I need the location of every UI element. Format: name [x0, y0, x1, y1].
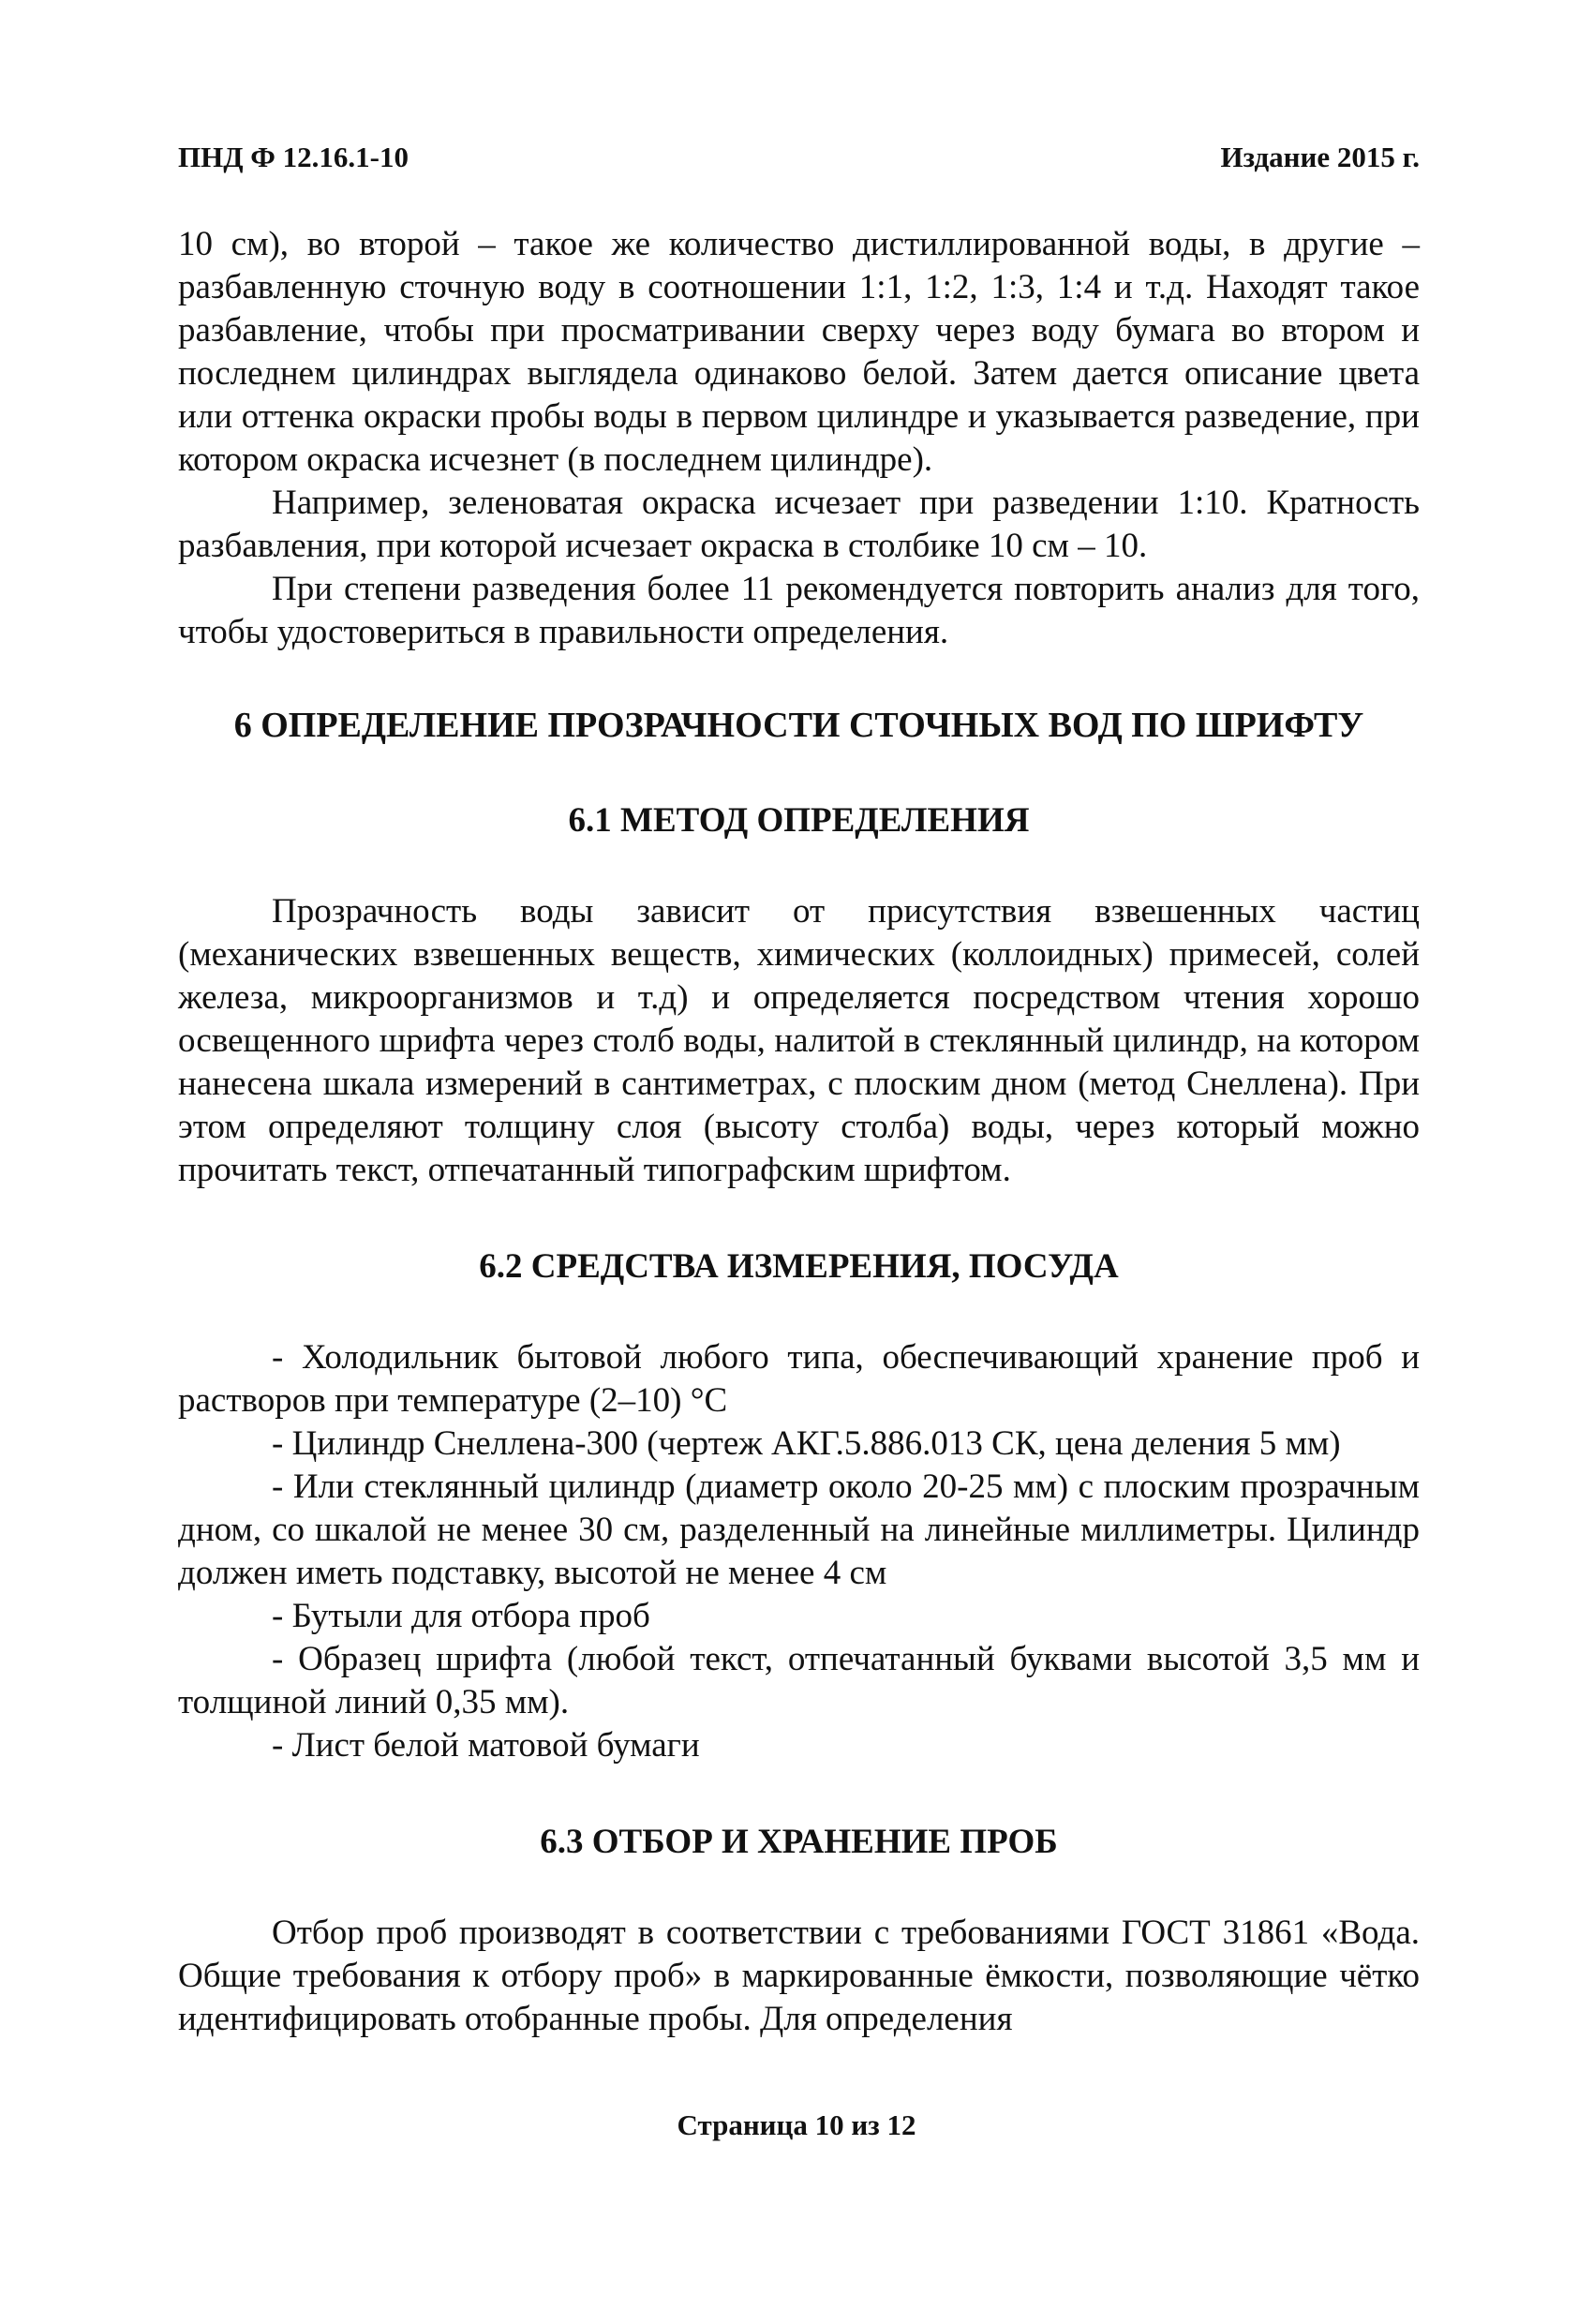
example-paragraph: Например, зеленоватая окраска исчезает при разведении 1:10. Кратность разбавления, при которой исчезает окраска в столбике 10 см – 10. [178, 484, 1420, 565]
dilution-paragraph: При степени разведения более 11 рекомендуется повторить анализ для того, чтобы удостовериться в правильности определения. [178, 570, 1420, 651]
intro-paragraph: 10 см), во второй – такое же количество дистиллированной воды, в другие – разбавленную сточную воду в соотношении 1:1, 1:2, 1:3, 1:4 и т.д. Находят такое разбавление, чтобы при просматривании сверху через воду бумага во втором и последнем цилиндрах выглядела одинаково белой. Затем дается описание цвета или оттенка окраски пробы воды в первом цилиндре и указывается разведение, при котором окраска исчезнет (в последнем цилиндре). [178, 225, 1420, 479]
list-item: - Цилиндр Снеллена-300 (чертеж АКГ.5.886.013 СК, цена деления 5 мм) [272, 1424, 1341, 1463]
page-footer [0, 2108, 1593, 2142]
equipment-list [178, 1336, 1420, 1767]
section-6-1-title: 6.1 МЕТОД ОПРЕДЕЛЕНИЯ [568, 801, 1030, 840]
section-6-3-title: 6.3 ОТБОР И ХРАНЕНИЕ ПРОБ [540, 1823, 1058, 1861]
document-code: ПНД Ф 12.16.1-10 [178, 141, 409, 173]
list-item: - Образец шрифта (любой текст, отпечатанный буквами высотой 3,5 мм и толщиной линий 0,35 мм). [178, 1640, 1420, 1721]
list-item: - Или стеклянный цилиндр (диаметр около 20-25 мм) с плоским прозрачным дном, со шкалой не менее 30 см, разделенный на линейные миллиметры. Цилиндр должен иметь подставку, высотой не менее 4 см [178, 1467, 1420, 1592]
section-6-title: 6 ОПРЕДЕЛЕНИЕ ПРОЗРАЧНОСТИ СТОЧНЫХ ВОД ПО ШРИФТУ [233, 706, 1364, 745]
list-item: - Лист белой матовой бумаги [272, 1726, 700, 1765]
section-6-2-title: 6.2 СРЕДСТВА ИЗМЕРЕНИЯ, ПОСУДА [479, 1247, 1119, 1286]
section-6-3-text: Отбор проб производят в соответствии с требованиями ГОСТ 31861 «Вода. Общие требования к отбору проб» в маркированные ёмкости, позволяющие чётко идентифицировать отобранные пробы. Для определения [178, 1914, 1420, 2038]
page-header [178, 141, 1420, 182]
document-body [178, 223, 1420, 2041]
section-6-1-text: Прозрачность воды зависит от присутствия взвешенных частиц (механических взвешенных веществ, химических (коллоидных) примесей, солей железа, микроорганизмов и т.д) и определяется посредством чтения хорошо освещенного шрифта через столб воды, налитой в стеклянный цилиндр, на котором нанесена шкала измерений в сантиметрах, с плоским дном (метод Снеллена). При этом определяют толщину слоя (высоту столба) воды, через который можно прочитать текст, отпечатанный типографским шрифтом. [178, 892, 1420, 1189]
list-item: - Холодильник бытовой любого типа, обеспечивающий хранение проб и растворов при температуре (2–10) °С [178, 1338, 1420, 1420]
page-number: Страница 10 из 12 [677, 2108, 916, 2141]
edition-label: Издание 2015 г. [1220, 141, 1420, 173]
list-item: - Бутыли для отбора проб [272, 1597, 650, 1635]
